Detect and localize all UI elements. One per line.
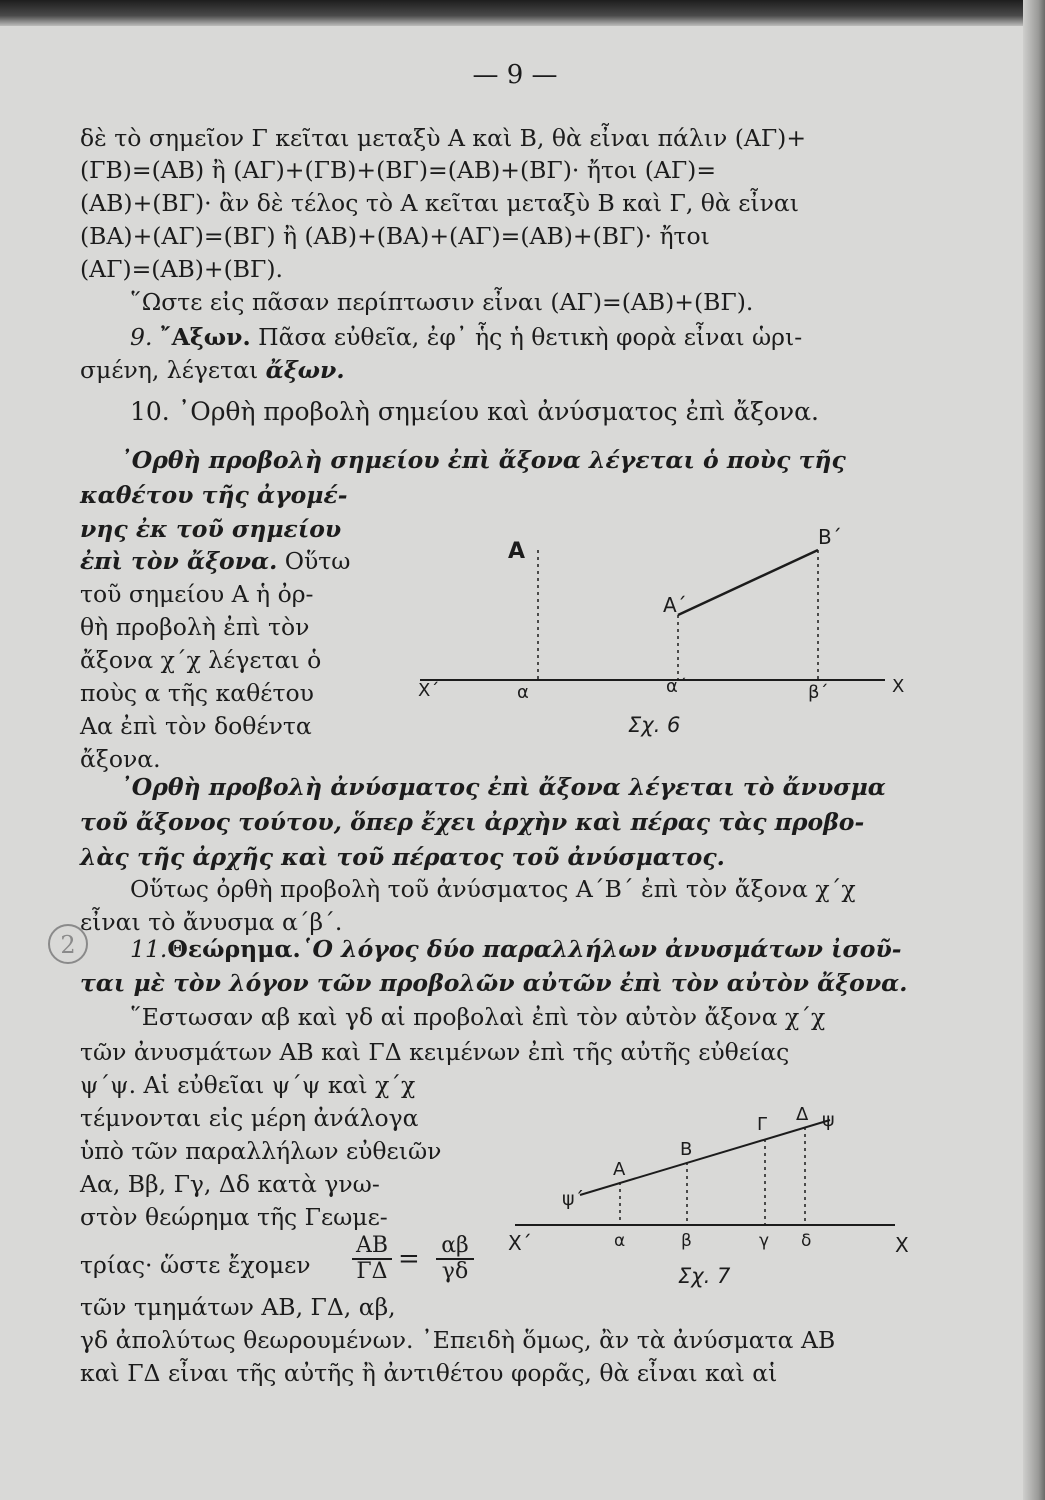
page-number: — 9 —	[472, 60, 558, 90]
fig7-label-g: γ	[759, 1231, 770, 1251]
section-9-number: 9.	[130, 323, 153, 351]
proof-line: στὸν θεώρημα τῆς Γεωμε-	[80, 1203, 388, 1231]
fig7-label-x-right: X	[895, 1233, 909, 1257]
fig7-label-psi: ψ	[822, 1109, 835, 1131]
fig6-label-b-prime: β΄	[808, 682, 829, 703]
definition-1-line: ἐπὶ τὸν ἄξονα.	[80, 547, 278, 575]
example-text: Οὕτω	[284, 547, 351, 575]
definition-1-line: νης ἐκ τοῦ σημείου	[80, 515, 342, 543]
proof-line: Αα, Ββ, Γγ, Δδ κατὰ γνω-	[80, 1170, 380, 1198]
paragraph-line: (ΑΓ)=(ΑΒ)+(ΒΓ).	[80, 255, 283, 283]
proof-line: ὑπὸ τῶν παραλλήλων εὐθειῶν	[80, 1137, 442, 1165]
fig7-label-D: Δ	[796, 1104, 809, 1125]
section-9-line	[130, 320, 802, 354]
example-2-line: Οὕτως ὀρθὴ προβολὴ τοῦ ἀνύσματος Α΄Β΄ ἐπὶ τὸν ἄξονα χ΄χ	[130, 875, 856, 903]
fig6-label-x-left: X΄	[418, 680, 440, 701]
fig6-label-a-prime: α΄	[666, 676, 687, 697]
fig7-label-d: δ	[801, 1231, 812, 1251]
proof-line: γδ ἀπολύτως θεωρουμένων. ᾽Επειδὴ ὅμως, ἂν τὰ ἀνύσματα ΑΒ	[80, 1326, 836, 1354]
proof-line: καὶ ΓΔ εἶναι τῆς αὐτῆς ἢ ἀντιθέτου φορᾶς, θὰ εἶναι καὶ αἱ	[80, 1359, 778, 1387]
fraction-right-den: γδ	[436, 1258, 474, 1284]
proof-line: ῞Εστωσαν αβ καὶ γδ αἱ προβολαὶ ἐπὶ τὸν αὐτὸν ἄξονα χ΄χ	[130, 1003, 826, 1031]
proof-line: τῶν τμημάτων ΑΒ, ΓΔ, αβ,	[80, 1293, 396, 1321]
fig7-label-b: β	[681, 1231, 692, 1251]
section-11-line-1	[130, 932, 902, 966]
fraction-right-num: αβ	[441, 1233, 469, 1258]
fig6-label-x-right: X	[892, 676, 905, 697]
fraction-left-num: ΑΒ	[355, 1233, 389, 1258]
example-line: ποὺς α τῆς καθέτου	[80, 679, 314, 707]
proof-line: ψ΄ψ. Αἱ εὐθεῖαι ψ΄ψ καὶ χ΄χ	[80, 1071, 416, 1099]
fig7-label-x-left: X΄	[508, 1231, 532, 1255]
scan-top-edge	[0, 0, 1045, 26]
section-11-title: Θεώρημα.	[167, 935, 301, 963]
fig7-line-psi	[580, 1120, 830, 1195]
definition-1-last-line	[80, 544, 350, 578]
fig7-label-G: Γ	[757, 1114, 768, 1135]
definition-1-line: καθέτου τῆς ἀγομέ-	[80, 481, 348, 509]
paragraph-line: (ΓΒ)=(ΑΒ) ἢ (ΑΓ)+(ΓΒ)+(ΒΓ)=(ΑΒ)+(ΒΓ)· ἤτοι (ΑΓ)=	[80, 156, 717, 184]
example-line: ἄξονα χ΄χ λέγεται ὁ	[80, 646, 322, 674]
section-9-title: ῎Αξων.	[159, 323, 251, 351]
example-line: Αα ἐπὶ τὸν δοθέντα	[80, 712, 312, 740]
fig7-caption: Σχ. 7	[678, 1264, 731, 1288]
fig6-label-a: α	[517, 682, 529, 703]
fig6-label-A: A	[508, 539, 526, 564]
section-10-heading: 10. ᾽Ορθὴ προβολὴ σημείου καὶ ἀνύσματος ἐπὶ ἄξονα.	[130, 397, 819, 426]
definition-2-line: λὰς τῆς ἀρχῆς καὶ τοῦ πέρατος τοῦ ἀνύσματος.	[80, 843, 725, 871]
fig7-label-B: B	[680, 1139, 693, 1160]
scan-right-edge	[1023, 0, 1045, 1500]
section-9-line-2	[80, 353, 345, 387]
section-9-term: ἄξων.	[265, 356, 345, 384]
proof-line: τῶν ἀνυσμάτων ΑΒ καὶ ΓΔ κειμένων ἐπὶ τῆς αὐτῆς εὐθείας	[80, 1038, 790, 1066]
fraction-right	[436, 1234, 474, 1284]
fraction-left-den: ΓΔ	[352, 1258, 392, 1284]
fig6-caption: Σχ. 6	[628, 713, 681, 737]
fig7-label-a: α	[614, 1231, 626, 1251]
theorem-statement-line-2: ται μὲ τὸν λόγον τῶν προβολῶν αὐτῶν ἐπὶ τὸν αὐτὸν ἄξονα.	[80, 969, 908, 997]
example-line: θὴ προβολὴ ἐπὶ τὸν	[80, 613, 310, 641]
paragraph-conclusion: ῞Ωστε εἰς πᾶσαν περίπτωσιν εἶναι (ΑΓ)=(ΑΒ)+(ΒΓ).	[130, 288, 754, 316]
margin-pencil-mark: 2	[48, 924, 88, 964]
theorem-statement: ῾Ο λόγος δύο παραλλήλων ἀνυσμάτων ἰσοῦ-	[300, 935, 902, 963]
section-9-text: Πᾶσα εὐθεῖα, ἐφ᾽ ἧς ἡ θετικὴ φορὰ εἶναι ὡρι-	[258, 323, 803, 351]
example-2-line: εἶναι τὸ ἄνυσμα α΄β΄.	[80, 908, 343, 936]
example-line: τοῦ σημείου Α ἡ ὀρ-	[80, 580, 314, 608]
paragraph-line: δὲ τὸ σημεῖον Γ κεῖται μεταξὺ Α καὶ Β, θὰ εἶναι πάλιν (ΑΓ)+	[80, 124, 807, 152]
fig7-label-A: A	[613, 1159, 626, 1180]
proof-line: τέμνονται εἰς μέρη ἀνάλογα	[80, 1104, 419, 1132]
proof-fraction-prefix: τρίας· ὥστε ἔχομεν	[80, 1251, 311, 1279]
section-9-text-2: σμένη, λέγεται	[80, 356, 266, 384]
figure-6	[400, 520, 920, 750]
paragraph-line: (ΑΒ)+(ΒΓ)· ἂν δὲ τέλος τὸ Α κεῖται μεταξὺ Β καὶ Γ, θὰ εἶναι	[80, 189, 799, 217]
fig6-vector	[678, 550, 818, 615]
definition-1-line: ᾽Ορθὴ προβολὴ σημείου ἐπὶ ἄξονα λέγεται ὁ ποὺς τῆς	[120, 446, 846, 474]
example-line: ἄξονα.	[80, 745, 161, 773]
figure-7	[500, 1090, 920, 1300]
fig6-label-A-prime: A΄	[663, 593, 687, 617]
paragraph-line: (ΒΑ)+(ΑΓ)=(ΒΓ) ἢ (ΑΒ)+(ΒΑ)+(ΑΓ)=(ΑΒ)+(ΒΓ)· ἤτοι	[80, 222, 710, 250]
section-11-number: 11.	[130, 935, 168, 963]
definition-2-line: ᾽Ορθὴ προβολὴ ἀνύσματος ἐπὶ ἄξονα λέγεται τὸ ἄνυσμα	[120, 773, 886, 801]
equals-sign: =	[398, 1244, 420, 1274]
fig7-label-psi-prime: ψ΄	[562, 1188, 585, 1210]
definition-2-line: τοῦ ἄξονος τούτου, ὅπερ ἔχει ἀρχὴν καὶ πέρας τὰς προβο-	[80, 808, 865, 836]
fraction-left	[352, 1234, 392, 1284]
fig6-label-B-prime: B΄	[818, 525, 842, 549]
